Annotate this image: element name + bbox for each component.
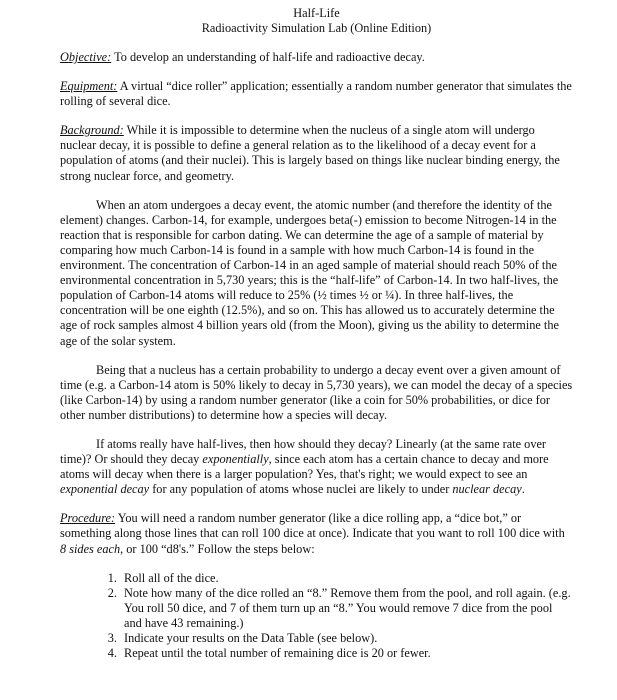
objective-text: To develop an understanding of half-life and radioactive decay. — [111, 50, 425, 64]
procedure-steps-list — [60, 571, 573, 662]
equipment-label: Equipment: — [60, 79, 118, 94]
procedure-label: Procedure: — [60, 511, 116, 526]
exponential-text-3: for any population of atoms whose nuclei are likely to under — [149, 482, 453, 497]
procedure-text-2: , or 100 “d8's.” Follow the steps below: — [120, 541, 315, 556]
procedure-step: 4. Repeat until the total number of remaining dice is 20 or fewer. — [120, 646, 573, 661]
procedure-emphasis: 8 sides each — [60, 541, 121, 556]
probability-paragraph: Being that a nucleus has a certain probability to undergo a decay event over a given amount of time (e.g. a Carbon-14 atom is 50% likely to decay in 5,730 years), we can model the decay of a species (like Carbon-14) by using a random number generator (like a coin for 50% probabilities, or dice for other number distributions) to determine how a species will decay. — [60, 362, 573, 422]
exponential-emphasis-3: nuclear decay — [452, 482, 522, 497]
equipment-text: A virtual “dice roller” application; essentially a random number generator that simulates the rolling of several dice. — [60, 79, 572, 109]
exponential-text-4: . — [521, 482, 525, 497]
procedure-paragraph — [60, 511, 573, 556]
document-header — [60, 6, 573, 36]
background-text: While it is impossible to determine when the nucleus of a single atom will undergo nuclear decay, it is possible to define a general relation as to the likelihood of a decay event for a population of atoms (and their nuclei). This is largely based on things like nuclear binding energy, the strong nuclear force, and geometry. — [60, 123, 560, 183]
objective-label: Objective: — [60, 50, 112, 64]
decay-event-paragraph: When an atom undergoes a decay event, the atomic number (and therefore the identity of the element) changes. Carbon-14, for example, undergoes beta(-) emission to become Nitrogen-14 in the reaction that is responsible for carbon dating. We can determine the age of a sample of material by comparing how much Carbon-14 is found in a sample with how much Carbon-14 is found in the environment. The concentration of Carbon-14 in an aged sample of material should reach 50% of the environmental concentration in 5,730 years; this is the “half-life” of Carbon-14. In two half-lives, the population of Carbon-14 atoms will reduce to 25% (½ times ½ or ¼). In three half-lives, the concentration will be one eighth (12.5%), and so on. This has allowed us to accurately determine the age of rock samples almost 4 billion years old (from the Moon), giving us the ability to determine the age of the solar system. — [60, 197, 559, 348]
document-subtitle: Radioactivity Simulation Lab (Online Edition) — [201, 21, 432, 35]
procedure-step: 1. Roll all of the dice. — [120, 571, 573, 586]
exponential-emphasis-1: exponentially — [202, 452, 269, 467]
exponential-text-2: , since each atom has a certain chance to decay and more atoms will decay when there is a larger population? Yes, that's right; we would expect to see an — [60, 452, 549, 482]
procedure-text-1: You will need a random number generator (like a dice rolling app, a “dice bot,” or something along those lines that can roll 100 dice at once). Indicate that you want to roll 100 dice with — [60, 511, 565, 541]
document-title: Half-Life — [293, 6, 340, 20]
exponential-text-1: If atoms really have half-lives, then how should they decay? Linearly (at the same rate over time)? Or should they decay — [60, 436, 547, 467]
objective-paragraph — [60, 50, 573, 65]
procedure-step: 2. Note how many of the dice rolled an “8.” Remove them from the pool, and roll again. (e.g. You roll 50 dice, and 7 of them turn up an “8.” You would remove 7 dice from the pool and have 43 remaining.) — [120, 586, 573, 631]
procedure-step: 3. Indicate your results on the Data Table (see below). — [120, 631, 573, 646]
exponential-paragraph — [60, 437, 573, 497]
exponential-emphasis-2: exponential decay — [60, 482, 150, 497]
equipment-paragraph — [60, 79, 573, 109]
background-label: Background: — [60, 123, 124, 138]
background-paragraph — [60, 123, 573, 183]
